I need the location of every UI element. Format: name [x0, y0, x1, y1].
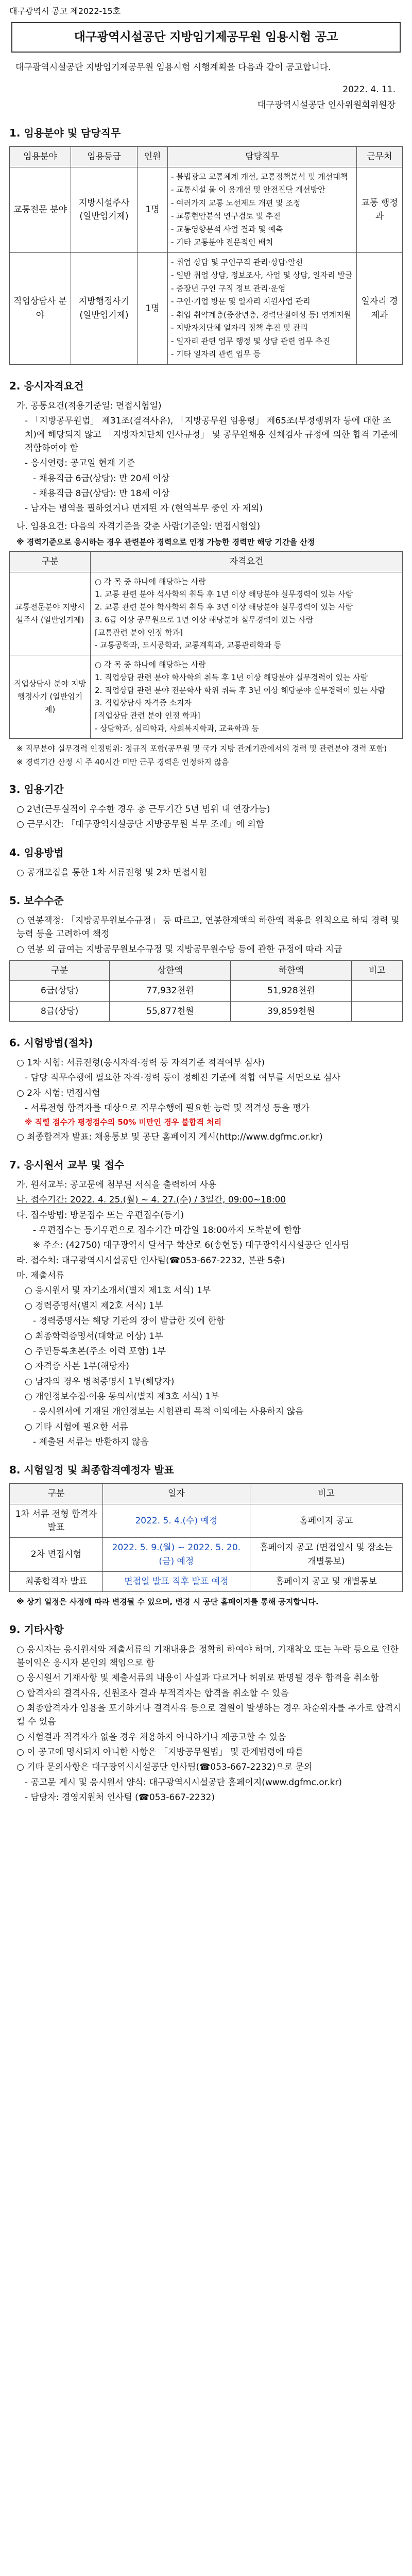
common-requirements-heading: 가. 공통요건(적용기준일: 면접시험일): [16, 400, 162, 411]
qualification-detail: [91, 572, 403, 655]
misc-item: ○ 응시자는 응시원서와 제출서류의 기재내용을 정확히 하여야 하며, 기재착오 또는 누락 등으로 인한 불이익은 응시자 본인의 책임으로 함: [16, 1644, 399, 1668]
application-item: 나. 접수기간: 2022. 4. 25.(월) ~ 4. 27.(수) / 3일간, 09:00~18:00: [16, 1195, 286, 1206]
intro-text: 대구광역시설공단 지방임기제공무원 임용시험 시행계획을 다음과 같이 공고합니다.: [15, 62, 331, 73]
exam-item: ○ 1차 시험: 서류전형(응시자격·경력 등 자격기준 적격여부 심사): [16, 1058, 265, 1069]
table-header: 구분: [10, 961, 110, 981]
application-item: ※ 주소: (42750) 대구광역시 달서구 학산로 6(송현동) 대구광역시시설공단 인사팀: [33, 1240, 350, 1251]
table-header: 임용분야: [10, 147, 71, 167]
table-cell: [352, 981, 403, 1001]
table-cell: 2차 면접시험: [10, 1538, 103, 1572]
table-cell: 면접일 발표 직후 발표 예정: [103, 1571, 250, 1591]
salary-table: [9, 960, 403, 1022]
application-list: [9, 1178, 403, 1449]
job-duties: [168, 167, 357, 252]
table-cell: 홈페이지 공고: [250, 1504, 402, 1538]
schedule-note: ※ 상기 일정은 사정에 따라 변경될 수 있으며, 변경 시 공단 홈페이지를 통해 공지합니다.: [16, 1597, 319, 1607]
table-header: 비고: [352, 961, 403, 981]
jobs-table: [9, 146, 403, 364]
duty-item: - 교통시설 물 이 용개선 및 안전진단 개선방안: [171, 185, 325, 195]
job-field: 교통전문 분야: [10, 167, 71, 252]
table-row: [10, 167, 403, 252]
qualification-line: 1. 직업상담 관련 분야 학사학위 취득 후 1년 이상 해당분야 실무경력이 있는 사람: [95, 672, 368, 682]
common-requirements-list: [9, 414, 403, 515]
job-duties: [168, 252, 357, 364]
salary-item: ○ 연봉책정: 「지방공무원보수규정」 등 따르고, 연봉한계액의 하한액 적용을 원칙으로 하되 경력 및 능력 등을 고려하여 책정: [16, 916, 400, 940]
table-row: [10, 572, 403, 655]
duty-item: - 취업 취약계층(중장년층, 경력단절여성 등) 연계지원: [171, 310, 352, 319]
footnote: ※ 경력기간 산정 시 주 40시간 미만 근무 경력은 인정하지 않음: [16, 757, 229, 767]
duty-item: - 교통영향분석 사업 결과 및 예측: [171, 224, 283, 234]
duty-item: - 교통현안분석 연구검토 및 추진: [171, 211, 281, 221]
table-cell: 홈페이지 공고 및 개별통보: [250, 1571, 402, 1591]
section-3-heading: 3. 임용기간: [9, 783, 64, 795]
appointment-requirements-heading: 나. 임용요건: 다음의 자격기준을 갖춘 사람(기준일: 면접시험일): [16, 521, 261, 532]
duty-item: - 지방자치단체 일자리 정책 추진 및 관리: [171, 323, 308, 333]
table-header: 담당직무: [168, 147, 357, 167]
misc-list: [9, 1643, 403, 1805]
table-header: 임용등급: [71, 147, 138, 167]
section-4-heading: 4. 임용방법: [9, 846, 64, 859]
duty-item: - 중장년 구인 구직 정보 관리·운영: [171, 283, 286, 293]
qualification-label: 교통전문분야 지방시설주사 (일반임기제): [10, 572, 91, 655]
qualification-line: ○ 각 목 중 하나에 해당하는 사람: [95, 660, 206, 669]
table-row: [10, 1001, 403, 1021]
footnote: ※ 직무분야 실무경력 인정범위: 정규직 포함(공무원 및 국가 지방 관계기관에서의 경력 및 관련분야 경력 포함): [16, 743, 387, 753]
job-count: 1명: [138, 167, 168, 252]
duty-item: - 취업 상담 및 구인구직 관리·상담·알선: [171, 257, 303, 267]
section-7-heading: 7. 응시원서 교부 및 접수: [9, 1159, 125, 1172]
exam-item: ○ 2차 시험: 면접시험: [16, 1088, 100, 1098]
table-header: 비고: [250, 1484, 402, 1504]
qualification-line: 3. 6급 이상 공무원으로 1년 이상 해당분야 실무경력이 있는 사람: [95, 615, 314, 624]
duty-item: - 기타 일자리 관련 업무 등: [171, 349, 261, 359]
duty-item: - 여러가지 교통 노선제도 개편 및 조정: [171, 198, 301, 208]
job-grade: 지방행정사기 (일반임기제): [71, 252, 138, 364]
job-count: 1명: [138, 252, 168, 364]
duty-item: - 기타 교통분야 전문적인 배치: [171, 238, 273, 247]
requirement-item: - 채용직급 8급(상당): 만 18세 이상: [33, 488, 170, 499]
page-title: 대구광역시설공단 지방임기제공무원 임용시험 공고: [11, 22, 401, 53]
table-row: [10, 1571, 403, 1591]
table-cell: 2022. 5. 9.(월) ~ 2022. 5. 20.(금) 예정: [103, 1538, 250, 1572]
table-row: [10, 1538, 403, 1572]
application-item: ○ 기타 시험에 필요한 서류: [25, 1421, 128, 1432]
qualification-label: 직업상담사 분야 지방행정사기 (일반임기제): [10, 655, 91, 739]
exam-item: ※ 직렬 점수가 평정점수의 50% 미만인 경우 불합격 처리: [25, 1117, 222, 1127]
term-list: [9, 803, 403, 832]
qualification-line: [교통관련 분야 인정 학과]: [95, 628, 183, 637]
misc-item: ○ 시험결과 적격자가 없을 경우 채용하지 아니하거나 재공고할 수 있음: [16, 1732, 286, 1742]
application-item: 마. 제출서류: [16, 1270, 64, 1281]
application-item: ○ 최종학력증명서(대학교 이상) 1부: [25, 1331, 163, 1342]
exam-item: - 담당 직무수행에 필요한 자격·경력 등이 정해진 기준에 적합 여부를 서면으로 심사: [25, 1073, 340, 1083]
method-item: ○ 공개모집을 통한 1차 서류전형 및 2차 면접시험: [16, 867, 207, 878]
qualification-line: 3. 직업상담사 자격증 소지자: [95, 698, 192, 708]
application-item: ○ 자격증 사본 1부(해당자): [25, 1361, 129, 1372]
qualification-line: 2. 직업상담 관련 분야 전문학사 학위 취득 후 3년 이상 해당분야 실무경력이 있는 사람: [95, 685, 386, 695]
table-cell: [352, 1001, 403, 1021]
requirement-item: - 채용직급 6급(상당): 만 20세 이상: [33, 473, 170, 484]
section-9-heading: 9. 기타사항: [9, 1623, 64, 1636]
application-item: - 응시원서에 기재된 개인정보는 시험관리 목적 이외에는 사용하지 않음: [33, 1406, 304, 1417]
job-place: 교통 행정과: [357, 167, 403, 252]
qualification-line: ○ 각 목 중 하나에 해당하는 사람: [95, 577, 206, 586]
table-row: [10, 1504, 403, 1538]
qualifications-table: [9, 551, 403, 738]
method-list: [9, 866, 403, 879]
table-row: [10, 981, 403, 1001]
application-item: - 우편접수는 등기우편으로 접수기간 마감일 18:00까지 도착분에 한함: [33, 1225, 301, 1236]
table-cell: 77,932천원: [110, 981, 231, 1001]
table-cell: 6급(상당): [10, 981, 110, 1001]
application-item: 라. 접수처: 대구광역시시설공단 인사팀(☎053-667-2232, 본관 5층): [16, 1255, 285, 1266]
table-header: 구분: [10, 552, 91, 572]
table-row: [10, 655, 403, 739]
application-item: 가. 원서교부: 공고문에 첨부된 서식을 출력하여 사용: [16, 1180, 217, 1191]
qualification-detail: [91, 655, 403, 739]
term-item: ○ 근무시간: 「대구광역시설공단 지방공무원 복무 조례」에 의함: [16, 819, 265, 830]
schedule-table: [9, 1483, 403, 1592]
exam-item: ○ 최종합격자 발표: 채용통보 및 공단 홈페이지 게시(http://www.dgfmc.or.kr): [16, 1131, 323, 1142]
table-header: 자격요건: [91, 552, 403, 572]
notice-number: 대구광역시 공고 제2022-15호: [9, 6, 121, 16]
job-place: 일자리 경제과: [357, 252, 403, 364]
application-item: ○ 응시원서 및 자기소개서(별지 제1호 서식) 1부: [25, 1285, 211, 1296]
table-cell: 홈페이지 공고 (면접일시 및 장소는 개별통보): [250, 1538, 402, 1572]
application-item: - 경력증명서는 해당 기관의 장이 발급한 것에 한함: [33, 1316, 225, 1327]
application-item: - 제출된 서류는 반환하지 않음: [33, 1436, 149, 1447]
salary-list: [9, 914, 403, 956]
table-header: 상한액: [110, 961, 231, 981]
application-item: ○ 주민등록초본(주소 이력 포함) 1부: [25, 1346, 166, 1357]
table-cell: 최종합격자 발표: [10, 1571, 103, 1591]
qualification-line: - 상담학과, 심리학과, 사회복지학과, 교육학과 등: [95, 723, 259, 733]
section-6-heading: 6. 시험방법(절차): [9, 1037, 93, 1049]
duty-item: - 일자리 관련 업무 행정 및 상담 관련 업무 추진: [171, 336, 331, 346]
duty-item: - 일반 취업 상담, 정보조사, 사업 및 상담, 일자리 발굴: [171, 270, 353, 280]
table-cell: 1차 서류 전형 합격자 발표: [10, 1504, 103, 1538]
table-header: 하한액: [231, 961, 352, 981]
table-cell: 55,877천원: [110, 1001, 231, 1021]
requirement-item: - 「지방공무원법」 제31조(결격사유), 「지방공무원 임용령」 제65조(부정행위자 등에 대한 조치)에 해당되지 않고 「지방자치단체 인사규정」 및 공무원채용 신체검사 규정에 의한 합격 기준에 적합하여야 함: [25, 416, 398, 453]
section-1-heading: 1. 임용분야 및 담당직무: [9, 127, 121, 140]
application-item: ○ 경력증명서(별지 제2호 서식) 1부: [25, 1300, 163, 1311]
term-item: ○ 2년(근무실적이 우수한 경우 총 근무기간 5년 범위 내 연장가능): [16, 804, 270, 815]
table-cell: 8급(상당): [10, 1001, 110, 1021]
application-item: ○ 개인정보수집·이용 동의서(별지 제3호 서식) 1부: [25, 1391, 219, 1402]
exam-process-list: [9, 1056, 403, 1144]
qualification-line: 1. 교통 관련 분야 석사학위 취득 후 1년 이상 해당분야 실무경력이 있는 사람: [95, 589, 353, 599]
experience-note: ※ 경력기준으로 응시하는 경우 관련분야 경력으로 인정 가능한 경력만 해당 기간을 산정: [16, 537, 315, 547]
issuer: 대구광역시설공단 인사위원회위원장: [257, 100, 396, 111]
table-header: 근무처: [357, 147, 403, 167]
table-cell: 51,928천원: [231, 981, 352, 1001]
table-cell: 39,859천원: [231, 1001, 352, 1021]
exam-item: - 서류전형 합격자를 대상으로 직무수행에 필요한 능력 및 적격성 등을 평가: [25, 1103, 310, 1114]
duty-item: - 구인·기업 방문 및 일자리 지원사업 관리: [171, 297, 311, 307]
misc-item: ○ 최종합격자가 임용을 포기하거나 결격사유 등으로 결원이 발생하는 경우 차순위자를 추가로 합격시킬 수 있음: [16, 1703, 402, 1727]
table-header: 일자: [103, 1484, 250, 1504]
notice-date: 2022. 4. 11.: [342, 84, 396, 95]
misc-item: - 담당자: 경영지원처 인사팀 (☎053-667-2232): [25, 1792, 215, 1803]
salary-item: ○ 연봉 외 급여는 지방공무원보수규정 및 지방공무원수당 등에 관한 규정에 따라 지급: [16, 944, 342, 955]
table-cell: 2022. 5. 4.(수) 예정: [103, 1504, 250, 1538]
section-8-heading: 8. 시험일정 및 최종합격예정자 발표: [9, 1464, 174, 1477]
application-item: 다. 접수방법: 방문접수 또는 우편접수(등기): [16, 1210, 184, 1221]
table-row: [10, 252, 403, 364]
job-grade: 지방시설주사 (일반임기제): [71, 167, 138, 252]
requirement-item: - 남자는 병역을 필하였거나 면제된 자 (현역복무 중인 자 제외): [25, 503, 263, 514]
section-2-heading: 2. 응시자격요건: [9, 379, 84, 392]
misc-item: - 공고문 게시 및 응시원서 양식: 대구광역시시설공단 홈페이지(www.dgfmc.or.kr): [25, 1777, 342, 1788]
section-5-heading: 5. 보수수준: [9, 894, 64, 907]
duty-item: - 불법광고 교통체계 개선, 교통정책분석 및 개선대책: [171, 172, 348, 181]
table-header: 인원: [138, 147, 168, 167]
misc-item: ○ 기타 문의사항은 대구광역시시설공단 인사팀(☎053-667-2232)으로 문의: [16, 1762, 313, 1773]
table-header: 구분: [10, 1484, 103, 1504]
requirement-item: - 응시연령: 공고일 현재 기준: [25, 458, 135, 469]
job-field: 직업상담사 분야: [10, 252, 71, 364]
qualification-line: - 교통공학과, 도시공학과, 교통계획과, 교통관리학과 등: [95, 640, 282, 650]
qualification-line: [직업상담 관련 분야 인정 학과]: [95, 711, 200, 720]
misc-item: ○ 이 공고에 명시되지 아니한 사항은 「지방공무원법」 및 관계법령에 따름: [16, 1747, 304, 1757]
misc-item: ○ 응시원서 기재사항 및 제출서류의 내용이 사실과 다르거나 허위로 판명될 경우 합격을 취소함: [16, 1673, 379, 1684]
qualification-footnotes: [9, 743, 403, 769]
application-item: ○ 남자의 경우 병적증명서 1부(해당자): [25, 1376, 175, 1387]
misc-item: ○ 합격자의 결격사유, 신원조사 결과 부적격자는 합격을 취소할 수 있음: [16, 1688, 289, 1699]
qualification-line: 2. 교통 관련 분야 학사학위 취득 후 3년 이상 해당분야 실무경력이 있는 사람: [95, 602, 353, 612]
